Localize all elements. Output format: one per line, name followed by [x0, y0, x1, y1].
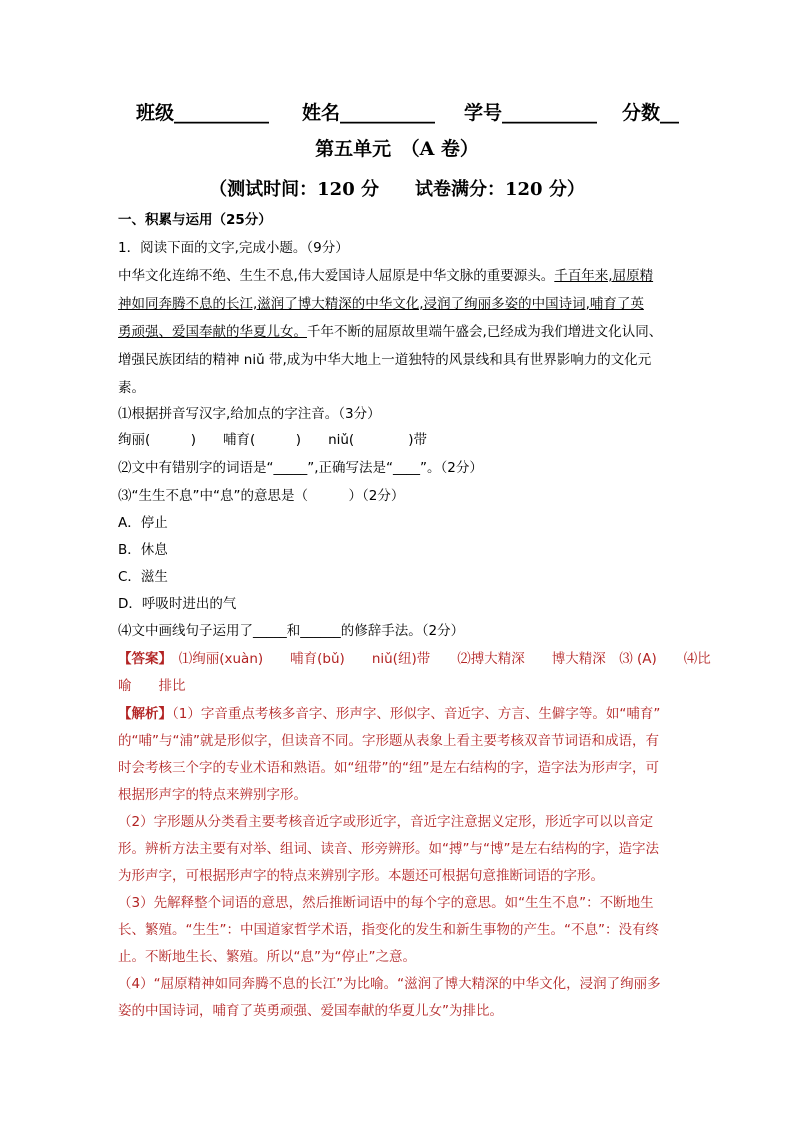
analysis-line: 姿的中国诗词，哺育了英勇顽强、爱国奉献的华夏儿女”为排比。	[118, 1003, 503, 1019]
option-c: C．滋生	[118, 569, 168, 585]
answer-label: 【答案】	[118, 651, 166, 667]
name-field: 姓名__________	[302, 102, 436, 124]
option-a: A．停止	[118, 515, 168, 531]
option-d: D．呼吸时进出的气	[118, 596, 237, 612]
underlined-text: 千百年来,屈原精	[554, 268, 654, 284]
answer-line: 喻 排比	[118, 678, 186, 694]
page-title: 第五单元 （A 卷）	[315, 138, 479, 160]
passage-line-underlined: 神如同奔腾不息的长江,滋润了博大精深的中华文化,浸润了绚丽多姿的中国诗词,哺育了英	[118, 296, 644, 312]
analysis-line: 时会考核三个字的专业术语和熟语。如“纽带”的“纽”是左右结构的字，造字法为形声字，可	[118, 760, 659, 776]
analysis-line: 止。不断地生长、繁殖。所以“息”为“停止”之意。	[118, 949, 416, 965]
analysis-label: 【解析】	[118, 706, 172, 722]
underlined-text: 勇顽强、爱国奉献的华夏儿女。	[118, 324, 307, 340]
header-fields	[0, 98, 794, 124]
sub-question-2: ⑵文中有错别字的词语是“_____”,正确写法是“____”。（2分）	[118, 460, 483, 476]
analysis-line: 形。辨析方法主要有对举、组词、读音、形旁辨形。如“搏”与“博”是左右结构的字，造字法	[118, 841, 659, 857]
class-field: 班级__________	[136, 102, 270, 124]
passage-line: 增强民族团结的精神 niǔ 带,成为中华大地上一道独特的风景线和具有世界影响力的文化元	[118, 352, 652, 368]
passage-text: 千年不断的屈原故里端午盛会,已经成为我们增进文化认同、	[307, 324, 663, 340]
question-stem: 1．阅读下面的文字,完成小题。（9分）	[118, 240, 349, 256]
analysis-line: 为形声字，可根据形声字的特点来辨别字形。本题还可根据句意推断词语的字形。	[118, 868, 604, 884]
analysis-line	[118, 705, 660, 723]
passage-line	[118, 267, 653, 285]
sub-question-3: ⑶“生生不息”中“息”的意思是（ ）（2分）	[118, 488, 405, 504]
passage-text: 中华文化连绵不绝、生生不息,伟大爱国诗人屈原是中华文脉的重要源头。	[118, 268, 555, 284]
passage-line	[118, 323, 662, 341]
analysis-text: （1）字音重点考核多音字、形声字、形似字、音近字、方言、生僻字等。如“哺育”	[172, 706, 661, 722]
passage-line: 素。	[118, 380, 145, 396]
analysis-line: （4）“屈原精神如同奔腾不息的长江”为比喻。“滋润了博大精深的中华文化，浸润了绚丽多	[118, 976, 661, 992]
answer-text: ⑴绚丽(xuàn) 哺育(bǔ) niǔ(纽)带 ⑵搏大精深 博大精深 ⑶ (A) ⑷比	[165, 651, 711, 667]
analysis-line: 根据形声字的特点来辨别字形。	[118, 787, 307, 803]
score-field: 分数__	[622, 102, 680, 124]
analysis-line: （3）先解释整个词语的意思，然后推断词语中的每个字的意思。如“生生不息”：不断地生	[118, 895, 654, 911]
sub-question-1: ⑴根据拼音写汉字,给加点的字注音。（3分）	[118, 406, 381, 422]
student-id-field: 学号__________	[464, 102, 598, 124]
analysis-line: 的“哺”与“浦”就是形似字，但读音不同。字形题从表象上看主要考核双音节词语和成语，有	[118, 733, 659, 749]
answer-line	[118, 650, 711, 668]
analysis-line: （2）字形题从分类看主要考核音近字或形近字，音近字注意据义定形，形近字可以以音定	[118, 814, 654, 830]
analysis-line: 长、繁殖。“生生”：中国道家哲学术语，指变化的发生和新生事物的产生。“不息”：没有终	[118, 922, 659, 938]
sub-question-4: ⑷文中画线句子运用了_____和______的修辞手法。（2分）	[118, 623, 465, 639]
sub-question-1-blanks: 绚丽( ) 哺育( ) niǔ( )带	[118, 432, 427, 448]
page-subtitle: （测试时间：120 分 试卷满分：120 分）	[209, 179, 585, 200]
section-heading: 一、积累与运用（25分）	[118, 212, 272, 228]
option-b: B．休息	[118, 542, 168, 558]
